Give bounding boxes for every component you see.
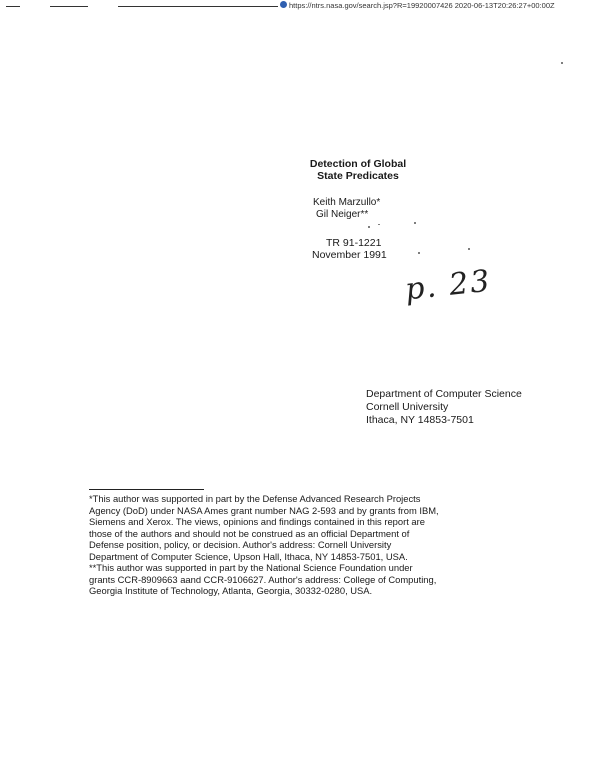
footnote-line: those of the authors and should not be construed as an official Department of: [89, 527, 410, 539]
footnote-line: Georgia Institute of Technology, Atlanta, Georgia, 30332-0280, USA.: [89, 585, 373, 596]
report-date: November 1991: [312, 249, 387, 261]
footnote-line: Siemens and Xerox. The views, opinions and findings contained in this report are: [89, 516, 425, 527]
header-rule: [6, 6, 20, 7]
footnotes: [89, 493, 559, 597]
document-title: [298, 158, 418, 182]
author-list: [313, 197, 380, 221]
footnote-line: Defense position, policy, or decision. Author's address: Cornell University: [89, 539, 392, 550]
department-line: Department of Computer Science: [366, 388, 522, 400]
footnote-line: grants CCR-8909663 aand CCR-9106627. Author's address: College of Computing,: [89, 573, 437, 585]
author-name: Keith Marzullo*: [313, 197, 381, 208]
footnote-line: *This author was supported in part by the Defense Advanced Research Projects: [89, 493, 421, 504]
globe-icon: [280, 1, 287, 8]
report-info: [312, 237, 387, 261]
scan-speck: [414, 222, 416, 224]
handwritten-page-count: p. 23: [403, 263, 494, 308]
department-line: Ithaca, NY 14853-7501: [366, 414, 474, 426]
header-rule: [118, 6, 278, 7]
scan-speck: [561, 62, 563, 64]
title-line-2: State Predicates: [317, 170, 399, 182]
scan-speck: [468, 248, 470, 250]
footnote-line: **This author was supported in part by the National Science Foundation under: [89, 562, 413, 573]
author-name: Gil Neiger**: [316, 209, 369, 220]
department-address: [366, 388, 522, 427]
footnote-line: Department of Computer Science, Upson Hall, Ithaca, NY 14853-7501, USA.: [89, 550, 408, 562]
scan-speck: [418, 252, 420, 254]
title-line-1: Detection of Global: [309, 158, 407, 170]
scan-speck: [368, 226, 370, 228]
source-url-stamp[interactable]: https://ntrs.nasa.gov/search.jsp?R=19920007426 2020-06-13T20:26:27+00:00Z: [289, 1, 555, 10]
footnote-rule: [89, 489, 204, 490]
scan-speck: [378, 224, 380, 225]
footnote-line: Agency (DoD) under NASA Ames grant number NAG 2-593 and by grants from IBM,: [89, 504, 439, 516]
report-number: TR 91-1221: [326, 237, 382, 249]
department-line: Cornell University: [366, 401, 449, 413]
header-rule: [50, 6, 88, 7]
